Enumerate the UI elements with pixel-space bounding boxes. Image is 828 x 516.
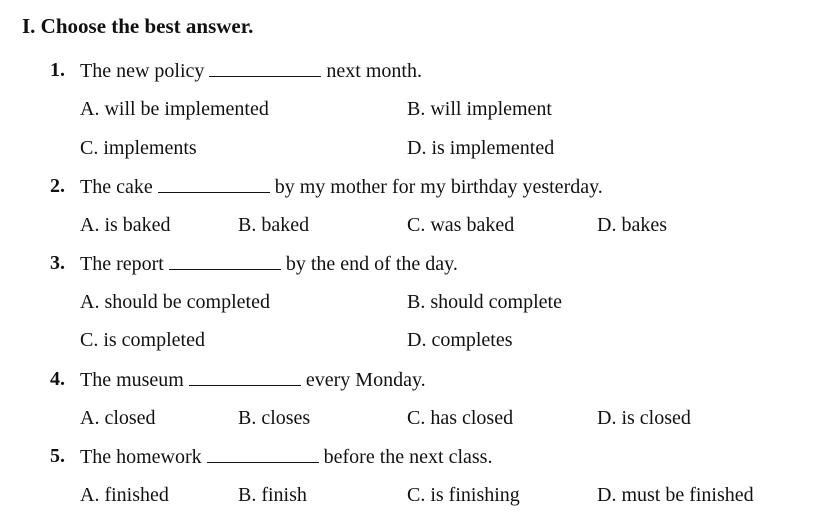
question-4-option-b: B. closes (238, 407, 311, 429)
question-1-option-a: A. will be implemented (80, 98, 269, 120)
question-1-option-c: C. implements (80, 137, 197, 159)
question-3-number: 3. (50, 252, 65, 274)
question-3-stem (80, 250, 458, 277)
question-1-text-after: next month. (326, 60, 422, 82)
question-2-number: 2. (50, 175, 65, 197)
question-4-stem (80, 366, 426, 393)
question-4-option-d: D. is closed (597, 407, 691, 429)
question-2-option-a: A. is baked (80, 214, 171, 236)
question-4-number: 4. (50, 368, 65, 390)
question-2-text-after: by my mother for my birthday yesterday. (274, 176, 603, 198)
question-3-blank (169, 250, 281, 270)
question-5-number: 5. (50, 445, 65, 467)
question-1-stem (80, 57, 422, 84)
question-4-text-before: The museum (80, 369, 184, 391)
question-1-option-d: D. is implemented (407, 137, 555, 159)
question-5-option-a: A. finished (80, 484, 169, 506)
question-2-option-b: B. baked (238, 214, 310, 236)
question-5-stem (80, 443, 492, 470)
question-5-blank (207, 443, 319, 463)
question-1-text-before: The new policy (80, 60, 205, 82)
question-5-option-b: B. finish (238, 484, 307, 506)
question-2-blank (158, 173, 270, 193)
question-4-text-after: every Monday. (305, 369, 426, 391)
section-heading: I. Choose the best answer. (22, 14, 254, 38)
question-1-option-b: B. will implement (407, 98, 552, 120)
question-2-text-before: The cake (80, 176, 153, 198)
question-4-option-a: A. closed (80, 407, 156, 429)
question-2-stem (80, 173, 603, 200)
question-1-number: 1. (50, 59, 65, 81)
question-5-text-after: before the next class. (323, 446, 493, 468)
question-3-option-c: C. is completed (80, 329, 205, 351)
question-4-option-c: C. has closed (407, 407, 514, 429)
question-5-option-d: D. must be finished (597, 484, 754, 506)
question-5-option-c: C. is finishing (407, 484, 520, 506)
question-3-text-after: by the end of the day. (285, 253, 458, 275)
question-3-option-a: A. should be completed (80, 291, 270, 313)
question-2-option-d: D. bakes (597, 214, 667, 236)
question-1-blank (209, 57, 321, 77)
question-4-blank (189, 366, 301, 386)
question-3-option-b: B. should complete (407, 291, 562, 313)
question-3-text-before: The report (80, 253, 164, 275)
question-3-option-d: D. completes (407, 329, 513, 351)
question-2-option-c: C. was baked (407, 214, 515, 236)
question-5-text-before: The homework (80, 446, 202, 468)
